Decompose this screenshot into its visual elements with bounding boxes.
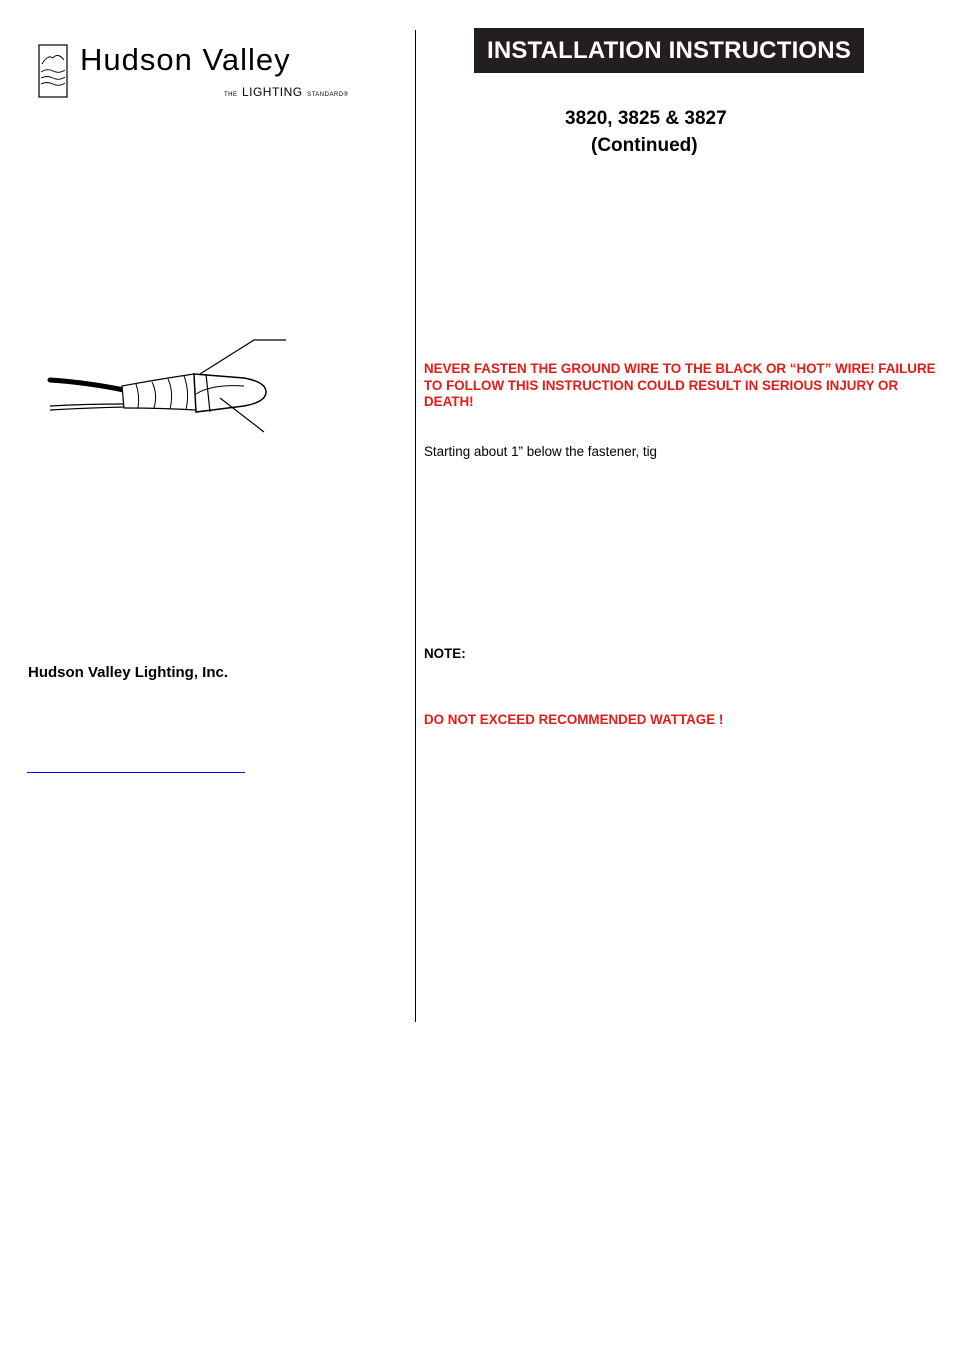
model-numbers: 3820, 3825 & 3827	[565, 108, 727, 129]
wire-connector-icon	[44, 334, 294, 434]
continued-label: (Continued)	[591, 135, 698, 156]
installation-instructions-banner: INSTALLATION INSTRUCTIONS	[474, 28, 864, 73]
note-label: NOTE:	[424, 646, 466, 661]
logo-tagline	[224, 84, 349, 100]
tagline-suffix: STANDARD®	[307, 92, 349, 98]
website-link[interactable]	[27, 756, 245, 773]
ground-wire-warning: NEVER FASTEN THE GROUND WIRE TO THE BLACK OR “HOT” WIRE! FAILURE TO FOLLOW THIS INSTRUCTION COULD RESULT IN SERIOUS INJURY OR DEATH!	[424, 361, 936, 409]
column-divider	[415, 30, 416, 1022]
wattage-warning: DO NOT EXCEED RECOMMENDED WATTAGE !	[424, 712, 724, 727]
tagline-prefix: THE	[224, 92, 238, 98]
tagline-main: LIGHTING	[241, 85, 303, 99]
logo-mountain-icon	[38, 44, 68, 98]
logo-wordmark: Hudson Valley	[80, 42, 291, 77]
hudson-valley-logo	[38, 42, 378, 104]
instruction-step-text: Starting about 1” below the fastener, tig	[424, 444, 657, 459]
company-name: Hudson Valley Lighting, Inc.	[28, 664, 229, 681]
